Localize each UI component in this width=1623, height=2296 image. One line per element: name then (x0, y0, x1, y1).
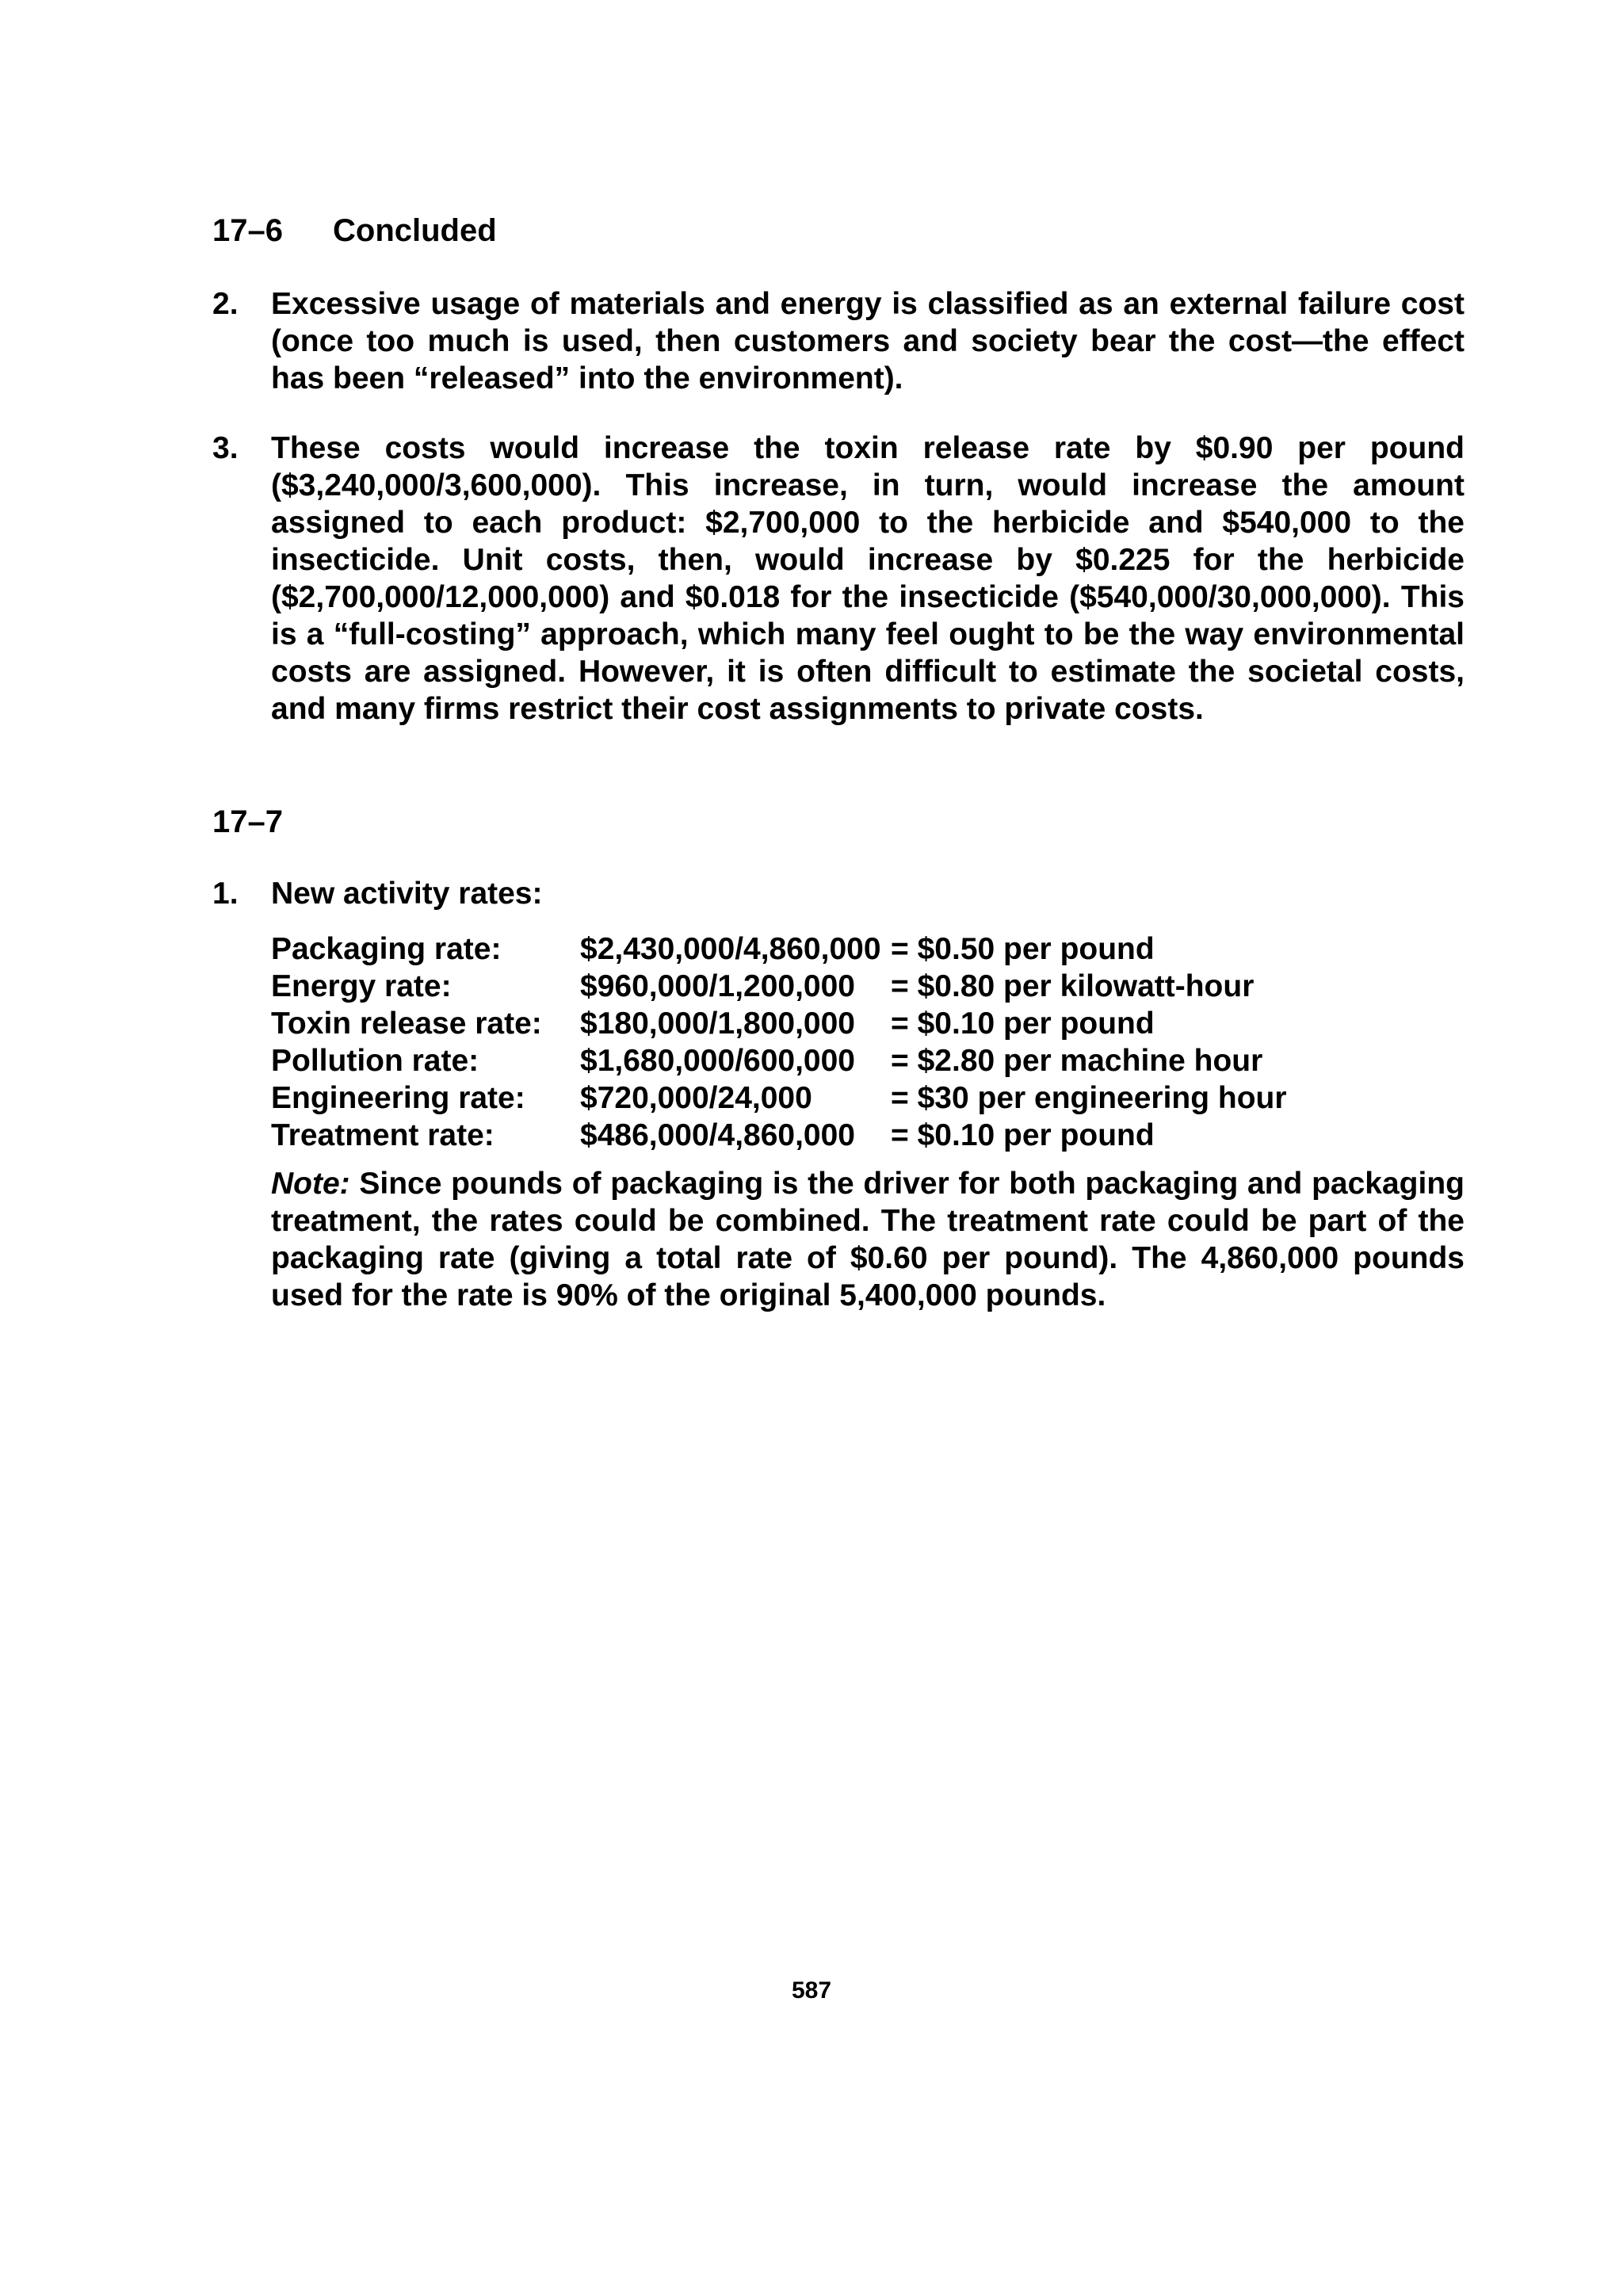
item-marker: 3. (212, 431, 239, 465)
rate-row (271, 1042, 1287, 1079)
answer-item-3 (212, 430, 1465, 728)
item-text: Excessive usage of materials and energy is classified as an external failure cost (once too much is used, then customers and society bear the cost—the effect has been “released” into the environment). (271, 287, 1465, 395)
item-marker: 1. (212, 877, 239, 911)
note-paragraph (271, 1165, 1465, 1314)
rate-label: Energy rate: (271, 969, 452, 1003)
answer-item-1 (212, 875, 1465, 912)
rate-result: = $30 per engineering hour (891, 1081, 1287, 1115)
rate-row (271, 1117, 1287, 1154)
rate-row (271, 1005, 1287, 1042)
rate-label: Engineering rate: (271, 1081, 525, 1115)
rate-result: = $0.50 per pound (891, 932, 1155, 966)
rate-row (271, 930, 1287, 968)
rate-result: = $0.80 per kilowatt-hour (891, 969, 1254, 1003)
rate-fraction: $720,000/24,000 (580, 1081, 812, 1115)
rate-row (271, 968, 1287, 1005)
rate-label: Treatment rate: (271, 1118, 495, 1152)
section-heading-17-7 (212, 804, 283, 840)
item-text: These costs would increase the toxin release rate by $0.90 per pound ($3,240,000/3,600,000). This increase, in turn, would increase the amount assigned to each product: $2,700,000 to the herbicide and $540,000 to the insecticide. Unit costs, then, would increase by $0.225 for the herbicide ($2,700,000/12,000,000) and $0.018 for the insecticide ($540,000/30,000,000). This is a “full-costing” approach, which many feel ought to be the way environmental costs are assigned. However, it is often difficult to estimate the societal costs, and many firms restrict their cost assignments to private costs. (271, 431, 1465, 726)
rate-result: = $0.10 per pound (891, 1118, 1155, 1152)
section-number: 17–6 (212, 213, 283, 248)
section-title: Concluded (333, 213, 497, 248)
item-marker: 2. (212, 287, 239, 321)
activity-rates-table (271, 930, 1287, 1154)
page-number: 587 (791, 1977, 832, 2004)
rate-fraction: $486,000/4,860,000 (580, 1118, 856, 1152)
rate-result: = $2.80 per machine hour (891, 1044, 1263, 1078)
rate-label: Toxin release rate: (271, 1007, 542, 1041)
rate-row (271, 1079, 1287, 1117)
section-number: 17–7 (212, 804, 283, 839)
note-text: Since pounds of packaging is the driver for both packaging and packaging treatment, the rates could be combined. The treatment rate could be part of the packaging rate (giving a total rate of $0.60 per pound). The 4,860,000 pounds used for the rate is 90% of the original 5,400,000 pounds. (271, 1167, 1465, 1312)
rate-fraction: $180,000/1,800,000 (580, 1007, 856, 1041)
answer-item-2 (212, 285, 1465, 397)
section-heading-17-6 (212, 212, 497, 249)
rate-label: Packaging rate: (271, 932, 502, 966)
rate-fraction: $960,000/1,200,000 (580, 969, 856, 1003)
rate-fraction: $1,680,000/600,000 (580, 1044, 856, 1078)
rate-label: Pollution rate: (271, 1044, 479, 1078)
item-text: New activity rates: (271, 877, 543, 911)
note-label: Note: (271, 1167, 350, 1201)
rate-fraction: $2,430,000/4,860,000 (580, 932, 881, 966)
rate-result: = $0.10 per pound (891, 1007, 1155, 1041)
